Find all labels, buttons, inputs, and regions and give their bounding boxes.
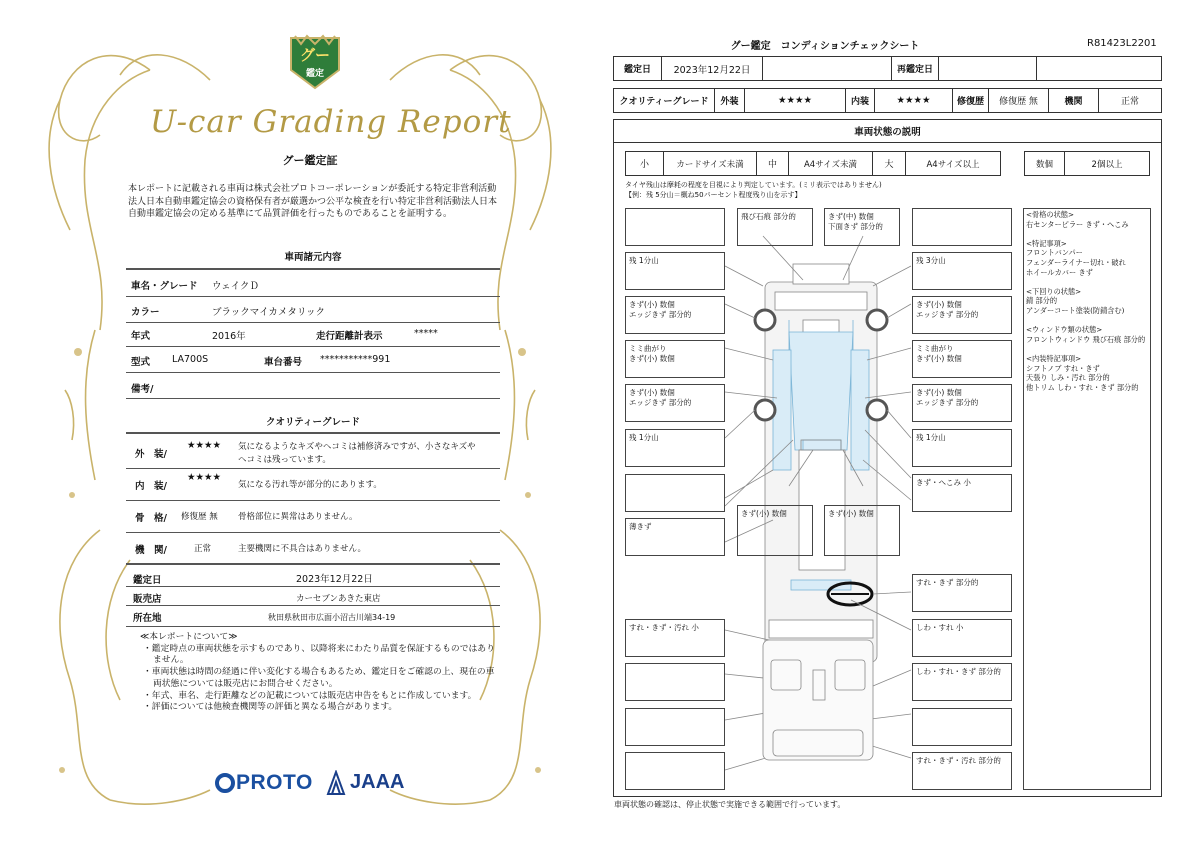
damage-box-top-1: 飛び石痕 部分的 [737, 208, 813, 246]
damage-box-right-5: きず(小) 数個 エッジきず 部分的 [912, 384, 1012, 422]
certificate-heading: グー鑑定証 [282, 154, 338, 167]
proto-logo: PROTO [236, 771, 313, 794]
exterior-text2: ヘコミは残っています。 [238, 455, 331, 465]
damage-box-left-8: 薄きず [625, 518, 725, 556]
address-label: 所在地 [133, 613, 162, 624]
date-row [613, 56, 1162, 81]
interior-box-right-5: すれ・きず・汚れ 部分的 [912, 752, 1012, 790]
damage-box-left-1 [625, 208, 725, 246]
interior-box-right-4 [912, 708, 1012, 746]
certificate-intro: 本レポートに記載される車両は株式会社プロトコーポレーションが委託する特定非営利活動法人日本自動車鑑定協会の資格保有者が厳選かつ公平な検査を行い特定非営利活動法人日本自動車鑑定協会の定める基準にて品質評価を行ったものであることを証明する。 [128, 184, 498, 219]
condition-notes: <骨格の状態> 右センターピラー きず・へこみ <特記事項> フロントバンパー フェンダーライナー切れ・破れ ホイールカバー きず <下回りの状態> 錆 部分的 アンダーコート塗装(防錆含む) <ウィンドウ類の状態> フロントウィンドウ 飛び石痕 部分的 <内装特記事項> シフトノブ すれ・きず 天張り しみ・汚れ 部分的 他トリム しわ・すれ・きず 部分的 [1026, 210, 1146, 392]
chassis-value: ***********991 [320, 354, 391, 365]
desc-title: 車両状態の説明 [613, 119, 1162, 143]
damage-box-right-7: きず・へこみ 小 [912, 474, 1012, 512]
spec-section-title: 車両諸元内容 [284, 252, 342, 263]
frame-label: 骨 格/ [135, 513, 167, 524]
color-label: カラー [131, 307, 160, 318]
damage-box-right-6: 残 1分山 [912, 429, 1012, 467]
damage-box-right-1 [912, 208, 1012, 246]
date-value: 2023年12月22日 [296, 574, 373, 585]
interior-box-right-1: すれ・きず 部分的 [912, 574, 1012, 612]
damage-box-left-3: きず(小) 数個 エッジきず 部分的 [625, 296, 725, 334]
interior-box-left-1: すれ・きず・汚れ 小 [625, 619, 725, 657]
sheet-code: R81423L2201 [1087, 38, 1157, 49]
frame-value: 修復歴 無 [181, 512, 218, 522]
interior-stars: ★★★★ [187, 472, 222, 483]
sheet-repair-label: 修復歴 [953, 89, 989, 112]
sheet-engine-value: 正常 [1120, 97, 1139, 107]
sheet-int-stars: ★★★★ [875, 89, 953, 112]
name-value: ウェイクＤ [212, 281, 259, 292]
damage-box-right-4: ミミ曲がり きず(小) 数個 [912, 340, 1012, 378]
sheet-title: グー鑑定 コンディションチェックシート [730, 41, 920, 52]
quality-grade-title: クオリティーグレード [265, 417, 361, 428]
note-item: ・評価については他検査機関等の評価と異なる場合があります。 [143, 702, 398, 713]
jaaa-logo: JAAA [350, 771, 405, 793]
odo-value: ***** [414, 328, 438, 339]
interior-label: 内 装/ [135, 481, 167, 492]
damage-box-top-2: きず(中) 数個 下面きず 部分的 [824, 208, 900, 246]
interior-box-left-2 [625, 663, 725, 701]
jaaa-logo-mark [326, 770, 346, 796]
goo-badge-logo [287, 32, 343, 92]
exterior-stars: ★★★★ [187, 440, 222, 451]
sheet-ext-label: 外装 [715, 89, 745, 112]
damage-box-left-5: きず(小) 数個 エッジきず 部分的 [625, 384, 725, 422]
sheet-qg-label: クオリティーグレード [614, 89, 715, 112]
interior-box-right-2: しわ・すれ 小 [912, 619, 1012, 657]
damage-box-bottom-2: きず(小) 数個 [824, 505, 900, 556]
damage-box-left-6: 残 1分山 [625, 429, 725, 467]
sheet-footer: 車両状態の確認は、停止状態で実施できる範囲で行っています。 [614, 800, 846, 809]
year-label: 年式 [131, 331, 151, 342]
sheet-date-value: 2023年12月22日 [662, 57, 763, 80]
engine-text: 主要機関に不具合はありません。 [238, 544, 367, 554]
color-value: ブラックマイカメタリック [212, 307, 325, 318]
shop-label: 販売店 [133, 594, 162, 605]
report-script-title: U-car Grading Report [150, 104, 512, 140]
model-value: LA700S [172, 354, 209, 365]
damage-box-left-4: ミミ曲がり きず(小) 数個 [625, 340, 725, 378]
interior-box-left-3 [625, 708, 725, 746]
badge-text: グー [299, 46, 331, 64]
name-label: 車名・グレード [131, 281, 198, 292]
address-value: 秋田県秋田市広面小沼古川端34-19 [268, 613, 396, 622]
damage-box-left-7 [625, 474, 725, 512]
engine-value: 正常 [194, 544, 212, 554]
shop-value: カーセブンあきた東店 [296, 594, 381, 604]
proto-logo-mark [214, 772, 236, 794]
damage-box-right-2: 残 3分山 [912, 252, 1012, 290]
notes-title: ≪本レポートについて≫ [140, 632, 238, 642]
note-item: ・車両状態は時間の経過に伴い変化する場合もあるため、鑑定日をご確認の上、現在の車両状態については販売店にお問合せください。 [143, 667, 495, 689]
size-legend: 小 カードサイズ未満 中 A4サイズ未満 大 A4サイズ以上 [625, 151, 1001, 176]
date-label: 鑑定日 [133, 575, 162, 586]
damage-box-left-2: 残 1分山 [625, 252, 725, 290]
tire-example: 【例：残 5分山＝概ね50パーセント程度残り山を示す】 [625, 191, 802, 199]
interior-text: 気になる汚れ等が部分的にあります。 [238, 480, 382, 490]
sheet-engine-label: 機関 [1049, 89, 1099, 112]
odo-label: 走行距離計表示 [316, 331, 383, 342]
note-item: ・鑑定時点の車両状態を示すものであり、以降将来にわたり品質を保証するものではありません。 [143, 643, 495, 666]
interior-box-left-4 [625, 752, 725, 790]
chassis-label: 車台番号 [264, 357, 303, 368]
tire-note: タイヤ残山は摩耗の程度を目視により判定しています。(ミリ表示ではありません) [625, 181, 882, 189]
sheet-date-label: 鑑定日 [614, 57, 662, 80]
frame-text: 骨格部位に異常はありません。 [238, 512, 358, 522]
engine-label: 機 関/ [135, 545, 167, 556]
year-value: 2016年 [212, 331, 246, 342]
svg-text:鑑定: 鑑定 [305, 69, 325, 79]
exterior-text1: 気になるようなキズやヘコミは補修済みですが、小さなキズや [238, 442, 476, 452]
interior-box-right-3: しわ・すれ・きず 部分的 [912, 663, 1012, 701]
sheet-int-label: 内装 [846, 89, 875, 112]
remarks-label: 備考/ [131, 384, 154, 395]
count-legend: 数個 2個以上 [1024, 151, 1150, 176]
model-label: 型式 [131, 357, 151, 368]
damage-box-right-3: きず(小) 数個 エッジきず 部分的 [912, 296, 1012, 334]
report-notes [140, 632, 495, 714]
redate-label: 再鑑定日 [892, 57, 939, 80]
exterior-label: 外 装/ [135, 449, 167, 460]
sheet-ext-stars: ★★★★ [745, 89, 846, 112]
sheet-repair-value: 修復歴 無 [989, 89, 1049, 112]
grade-row [613, 88, 1162, 113]
damage-box-bottom-1: きず(小) 数個 [737, 505, 813, 556]
note-item: ・年式、車名、走行距離などの記載については販売店申告をもとに作成しています。 [143, 690, 477, 701]
